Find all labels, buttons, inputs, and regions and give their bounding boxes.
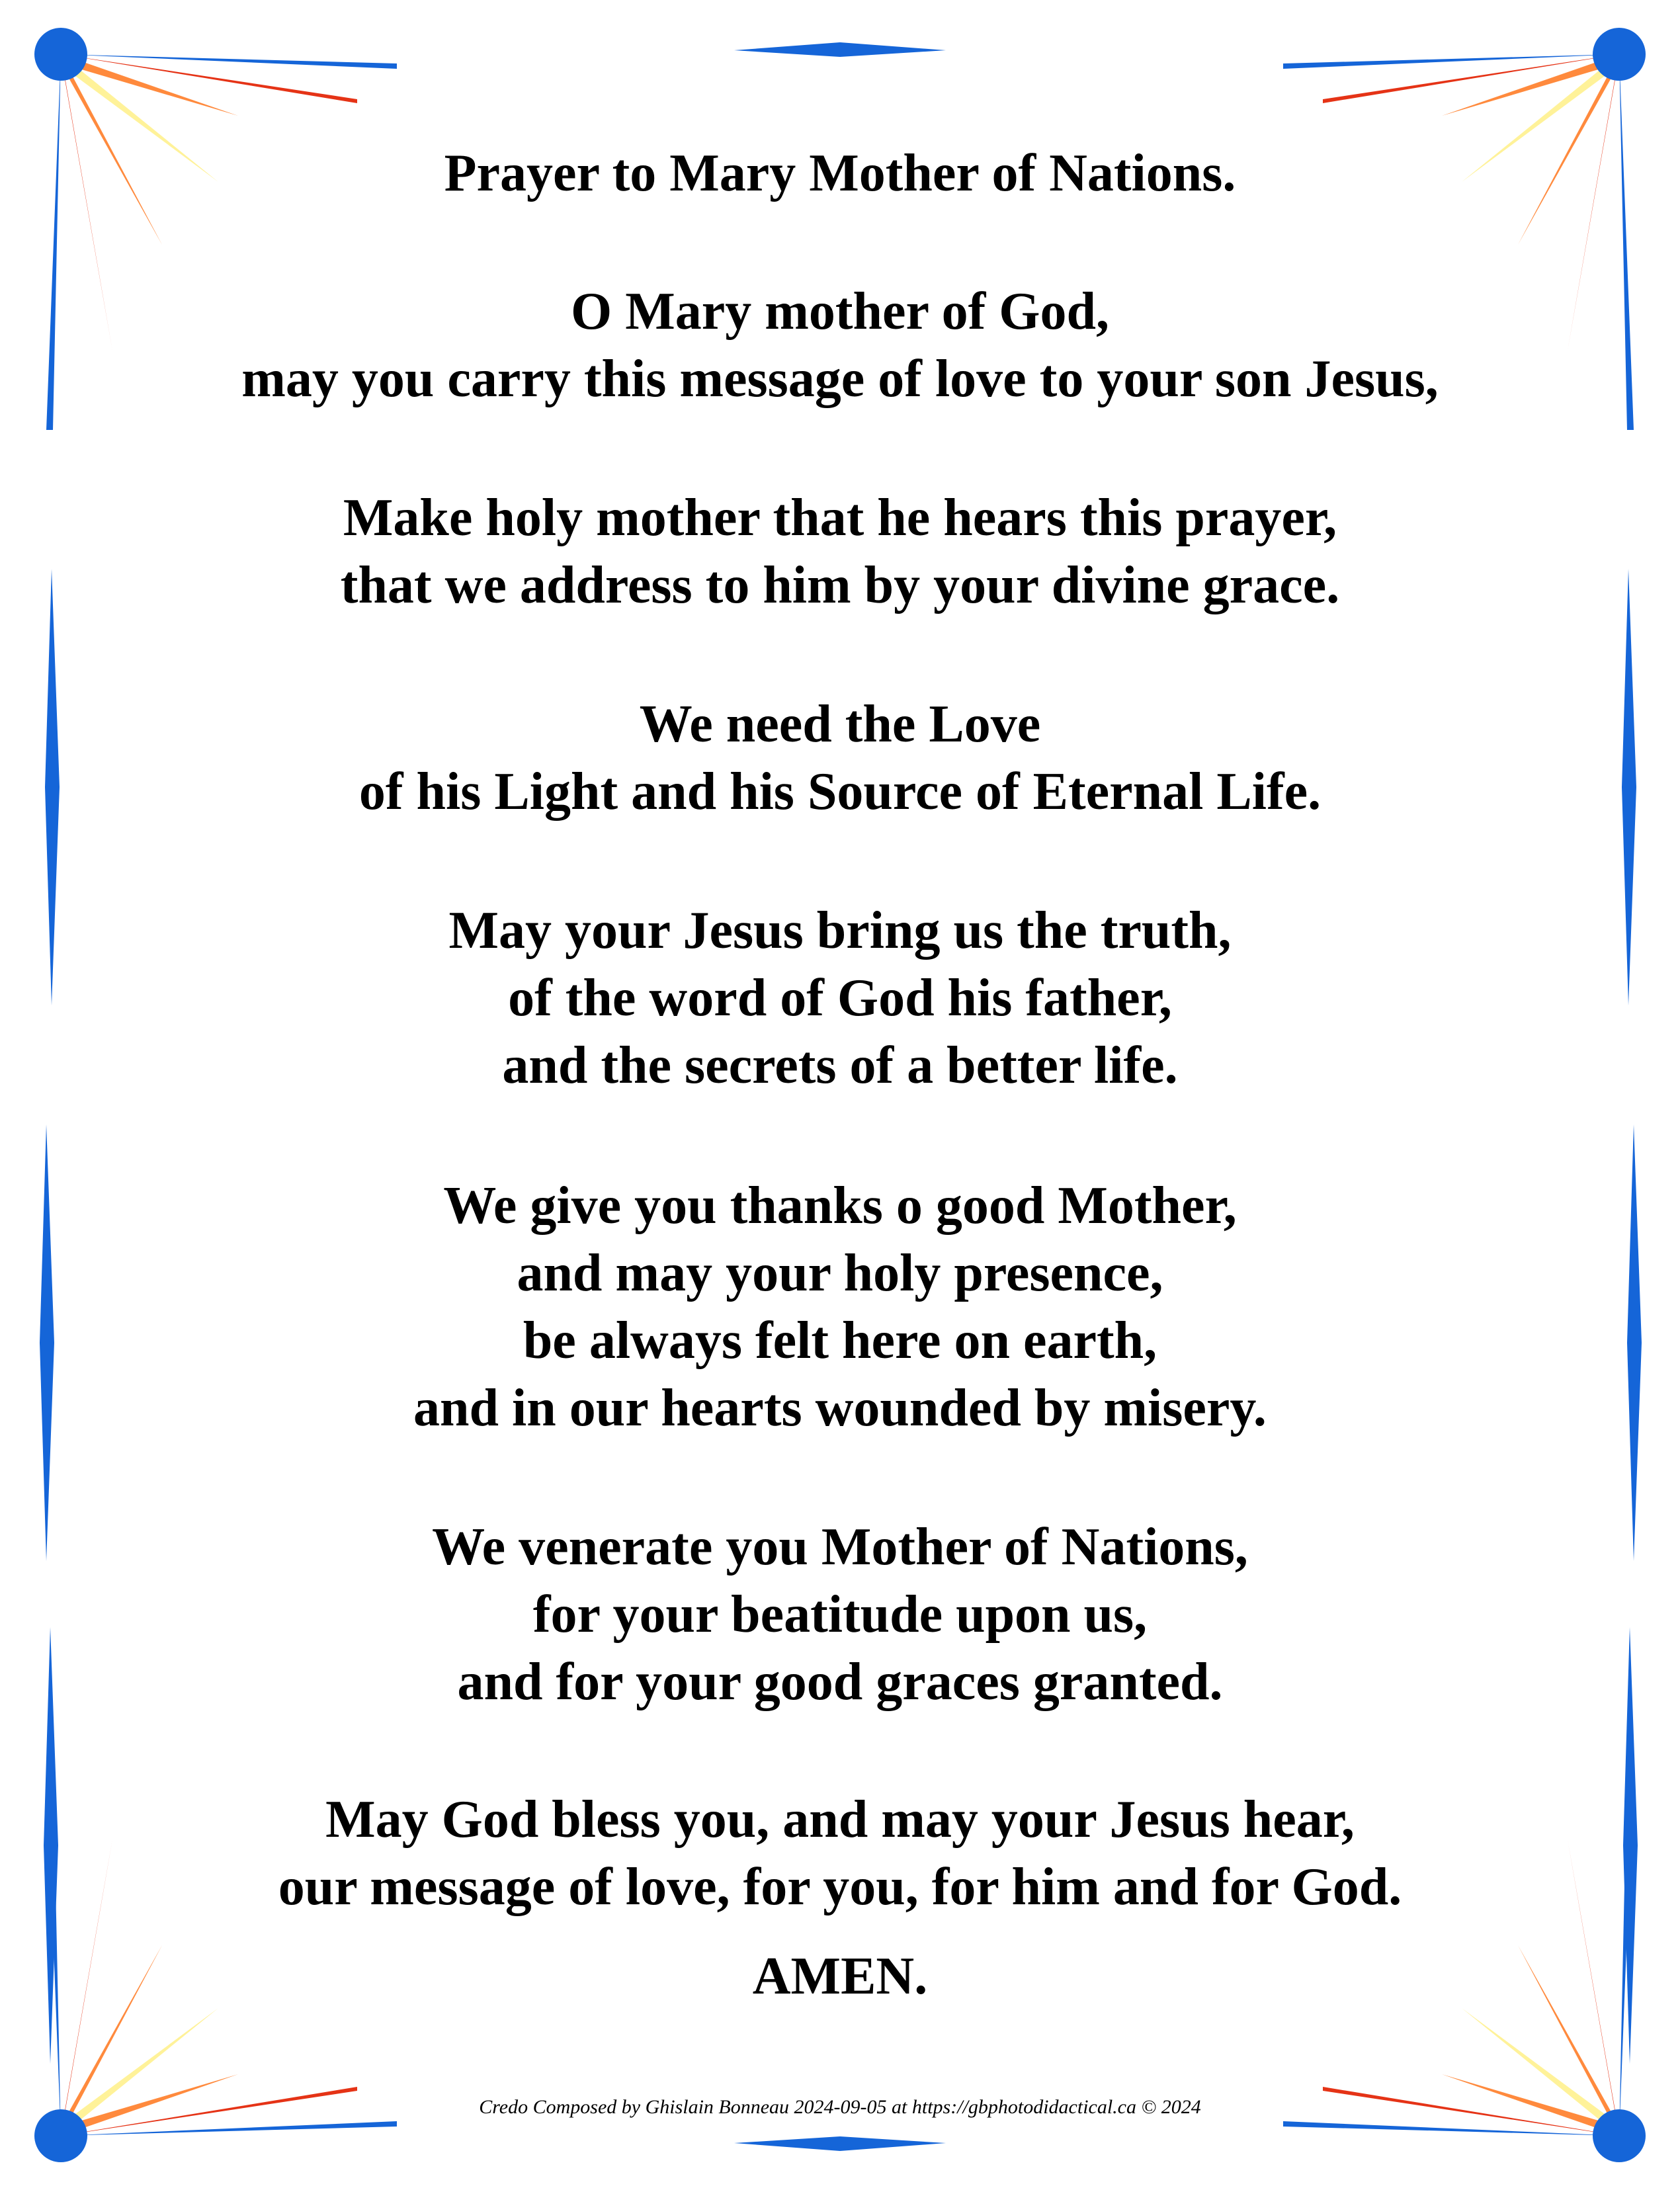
stanza-line: and may your holy presence, (517, 1244, 1163, 1302)
stanza-7 (0, 1786, 1680, 1921)
page-title: Prayer to Mary Mother of Nations. (444, 144, 1236, 202)
stanza-line: of his Light and his Source of Eternal Life. (358, 763, 1322, 821)
stanza-2 (0, 484, 1680, 619)
stanza-3 (0, 691, 1680, 825)
stanza-4 (0, 897, 1680, 1099)
stanza-line: may you carry this message of love to your son Jesus, (241, 350, 1439, 408)
stanza-line: O Mary mother of God, (571, 282, 1109, 341)
stanza-line: of the word of God his father, (508, 969, 1172, 1027)
stanza-5 (0, 1172, 1680, 1442)
stanza-line: our message of love, for you, for him and for God. (278, 1858, 1402, 1916)
stanza-line: that we address to him by your divine grace. (340, 556, 1340, 614)
stanza-line: May your Jesus bring us the truth, (448, 902, 1232, 960)
stanza-line: We need the Love (639, 695, 1041, 753)
closing-amen: AMEN. (752, 1947, 928, 2005)
stanza-line: for your beatitude upon us, (532, 1585, 1148, 1644)
author-credit: Credo Composed by Ghislain Bonneau 2024-09-05 at https://gbphotodidactical.ca © 2024 (479, 2096, 1201, 2118)
stanza-line: and in our hearts wounded by misery. (413, 1379, 1267, 1437)
stanza-line: We venerate you Mother of Nations, (432, 1518, 1248, 1576)
stanza-line: be always felt here on earth, (523, 1312, 1157, 1370)
stanza-line: We give you thanks o good Mother, (443, 1177, 1237, 1235)
border-spike-top (734, 42, 946, 57)
stanza-line: and for your good graces granted. (457, 1653, 1223, 1711)
stanza-line: and the secrets of a better life. (502, 1036, 1178, 1095)
stanza-1 (0, 278, 1680, 413)
stanza-line: Make holy mother that he hears this prayer, (343, 489, 1337, 547)
border-spike-bottom (734, 2136, 946, 2151)
stanza-6 (0, 1513, 1680, 1716)
stanza-line: May God bless you, and may your Jesus hear, (325, 1790, 1355, 1849)
